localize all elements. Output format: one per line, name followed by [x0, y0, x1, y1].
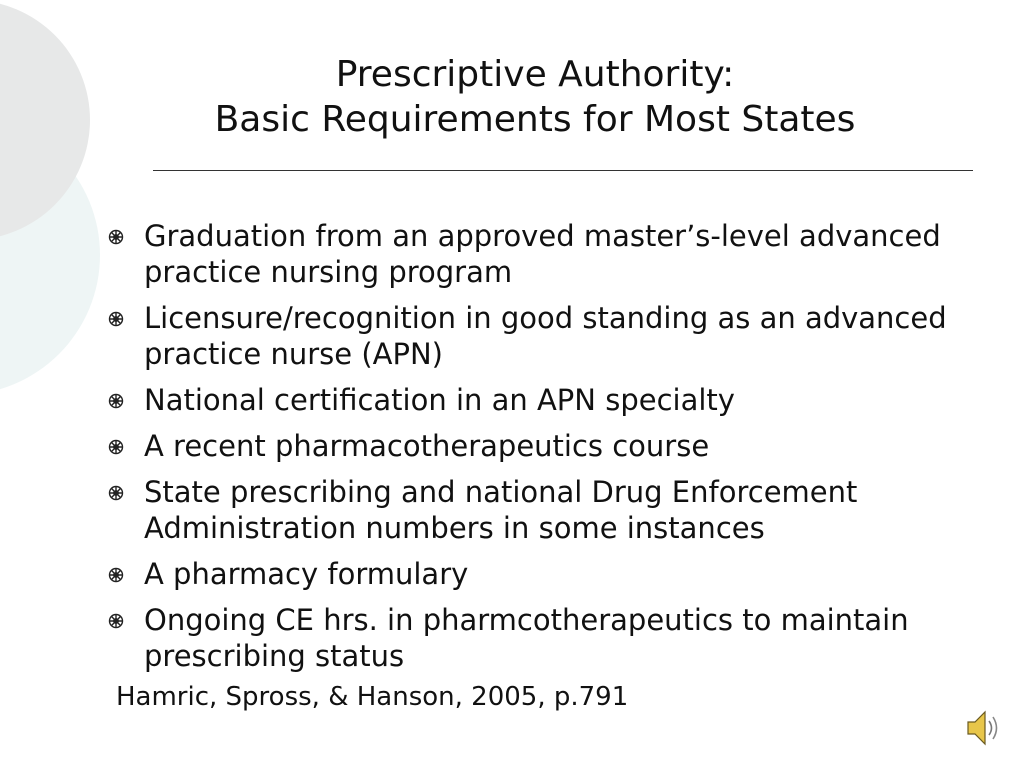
bullet-list — [104, 218, 1004, 684]
title-line-1: Prescriptive Authority: — [335, 54, 735, 95]
flower-bullet-icon — [108, 311, 124, 327]
bullet-text: Ongoing CE hrs. in pharmcotherapeutics to maintain prescribing status — [144, 603, 909, 673]
bullet-text: Licensure/recognition in good standing as an advanced practice nurse (APN) — [144, 301, 947, 371]
speaker-icon[interactable] — [964, 706, 1004, 750]
flower-bullet-icon — [108, 229, 124, 245]
bullet-item — [104, 474, 1004, 546]
bullet-item — [104, 556, 1004, 592]
flower-bullet-icon — [108, 485, 124, 501]
bullet-text: Graduation from an approved master’s-level advanced practice nursing program — [144, 219, 941, 289]
flower-bullet-icon — [108, 393, 124, 409]
bullet-text: National certification in an APN specialty — [144, 383, 735, 417]
title-divider — [153, 170, 973, 171]
bullet-text: A pharmacy formulary — [144, 557, 469, 591]
citation: Hamric, Spross, & Hanson, 2005, p.791 — [116, 682, 629, 712]
bullet-item — [104, 428, 1004, 464]
bullet-text: State prescribing and national Drug Enforcement Administration numbers in some instances — [144, 475, 858, 545]
bullet-text: A recent pharmacotherapeutics course — [144, 429, 710, 463]
flower-bullet-icon — [108, 567, 124, 583]
slide-title — [60, 52, 1010, 142]
bullet-item — [104, 218, 1004, 290]
flower-bullet-icon — [108, 439, 124, 455]
title-line-2: Basic Requirements for Most States — [214, 99, 856, 140]
bullet-item — [104, 382, 1004, 418]
flower-bullet-icon — [108, 613, 124, 629]
bullet-item — [104, 602, 1004, 674]
bullet-item — [104, 300, 1004, 372]
